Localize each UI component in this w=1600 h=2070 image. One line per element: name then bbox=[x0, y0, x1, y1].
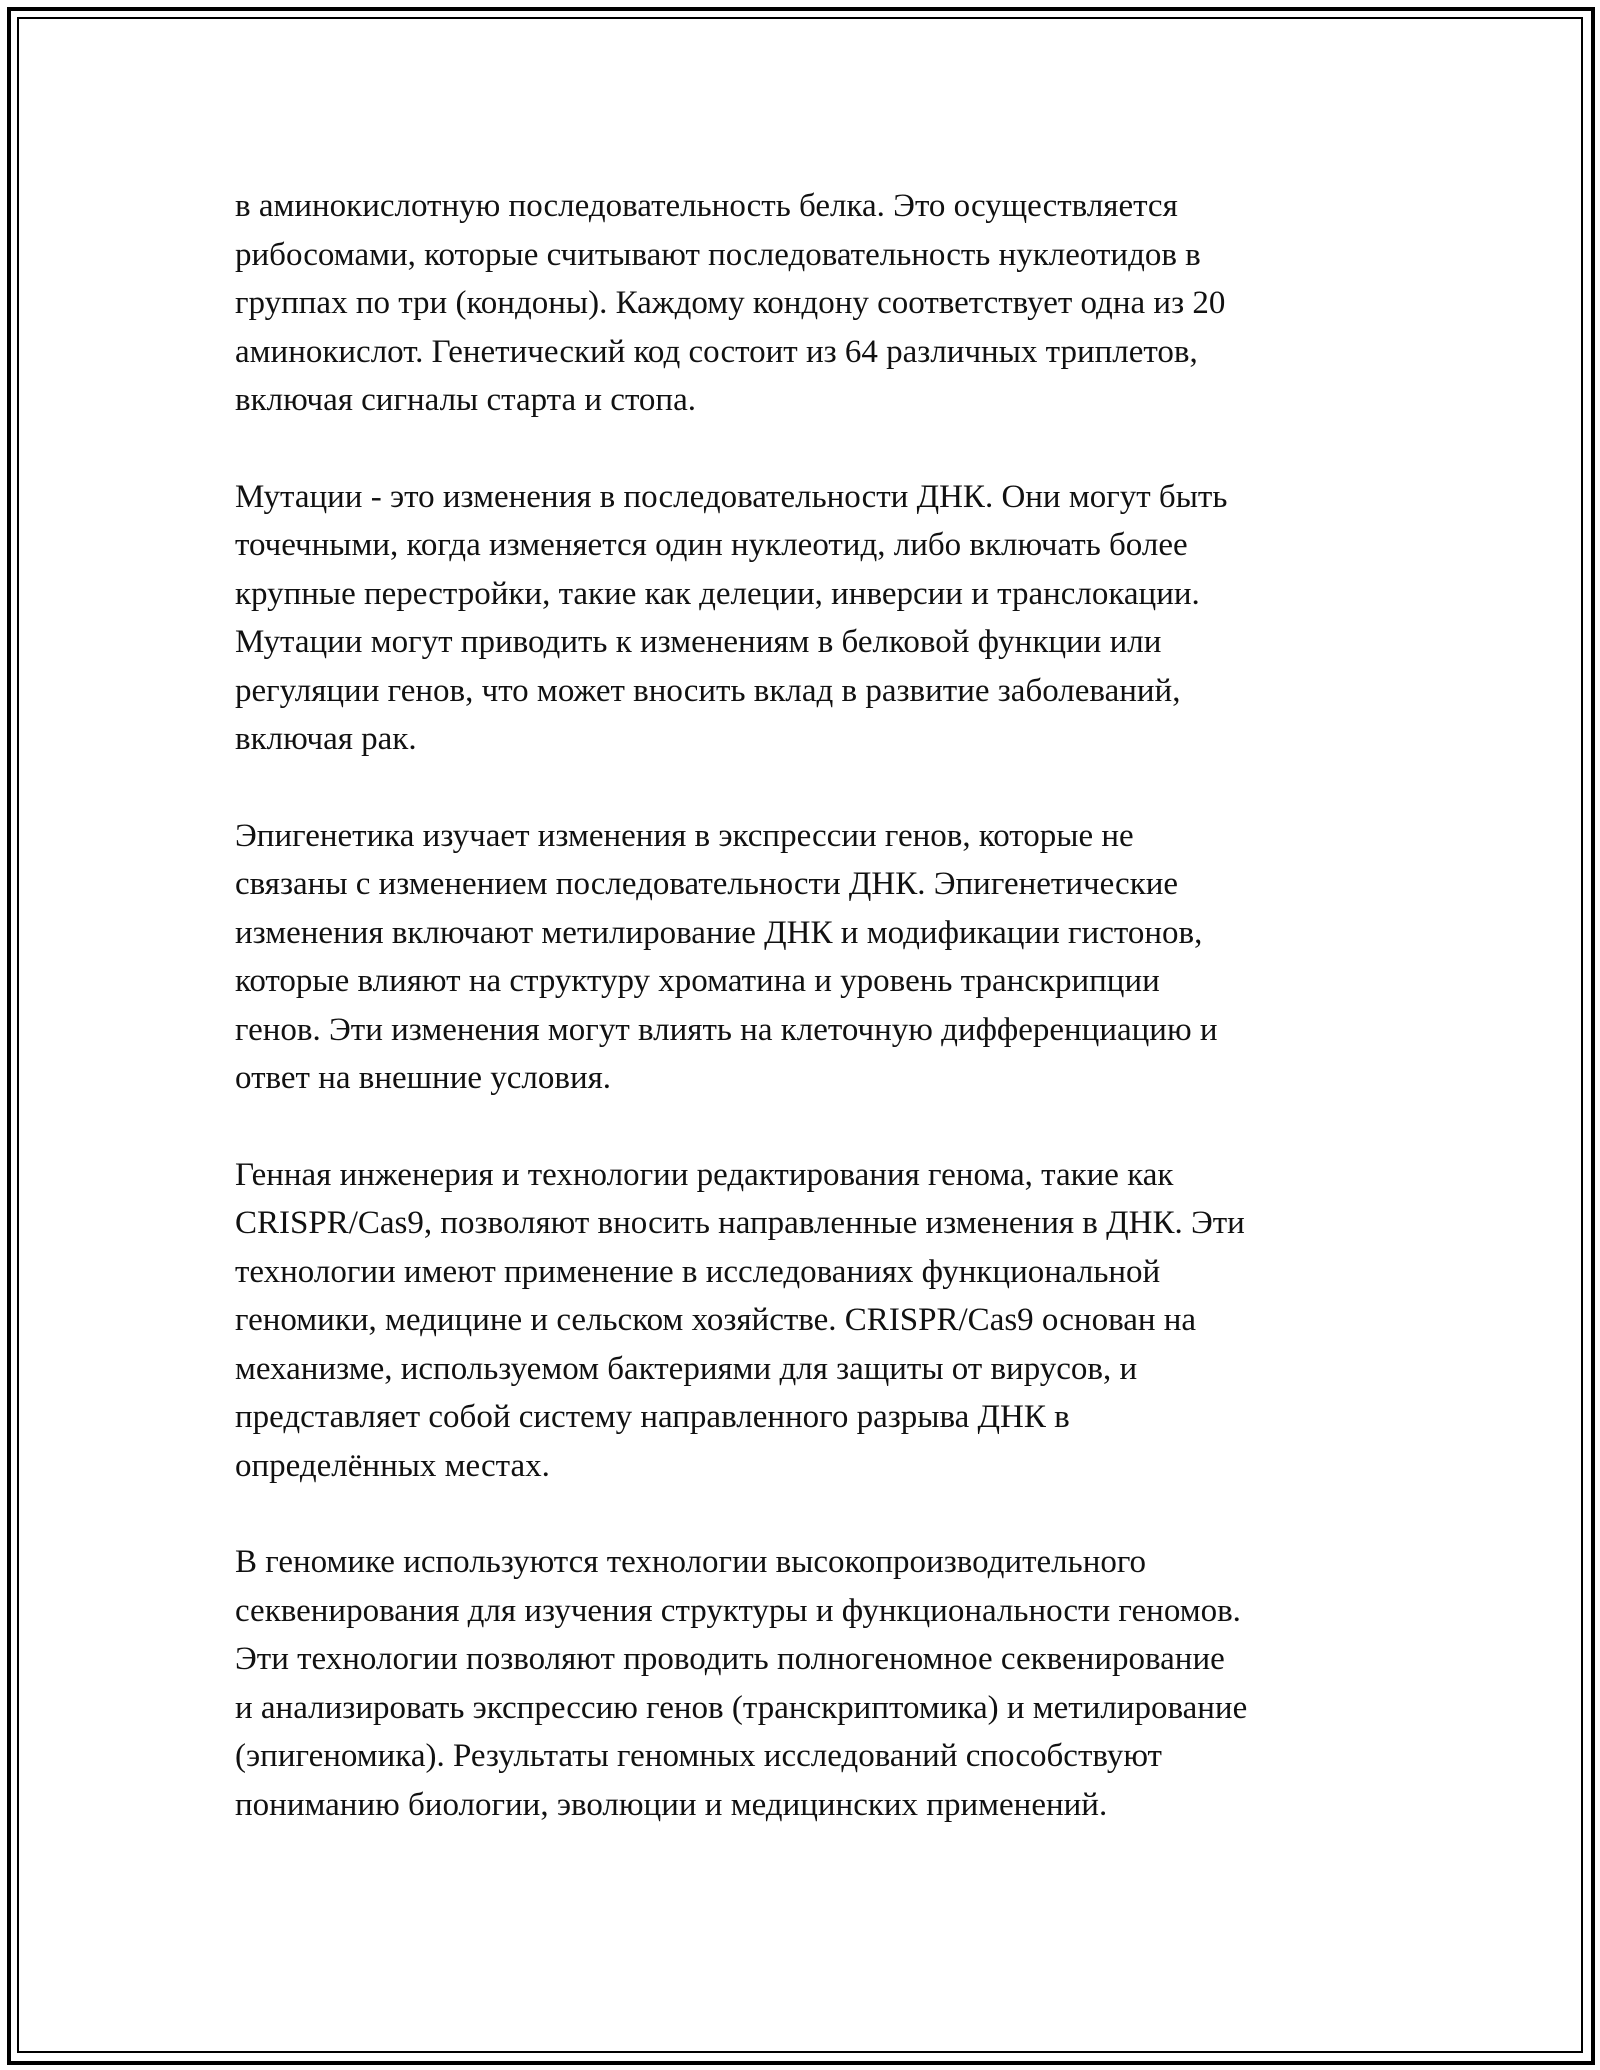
paragraph-genetic-engineering: Генная инженерия и технологии редактирования генома, такие как CRISPR/Cas9, позволяют вносить направленные изменения в ДНК. Эти технологии имеют применение в исследованиях функциональной геномики, медицине и сельском хозяйстве. CRISPR/Cas9 основан на механизме, используемом бактериями для защиты от вирусов, и представляет собой систему направленного разрыва ДНК в определённых местах. bbox=[235, 1156, 1245, 1484]
paragraph-epigenetics: Эпигенетика изучает изменения в экспрессии генов, которые не связаны с изменением последовательности ДНК. Эпигенетические изменения включают метилирование ДНК и модификации гистонов, которые влияют на структуру хроматина и уровень транскрипции генов. Эти изменения могут влиять на клеточную дифференциацию и ответ на внешние условия. bbox=[235, 817, 1218, 1096]
paragraph-genetic-code: в аминокислотную последовательность белка. Это осуществляется рибосомами, которые считывают последовательность нуклеотидов в группах по три (кондоны). Каждому кондону соответствует одна из 20 аминокислот. Генетический код состоит из 64 различных триплетов, включая сигналы старта и стопа. bbox=[235, 188, 1226, 418]
paragraph-genomics: В геномике используются технологии высокопроизводительного секвенирования для изучения структуры и функциональности геномов. Эти технологии позволяют проводить полногеномное секвенирование и анализировать экспрессию генов (транскриптомика) и метилирование (эпигеномика). Результаты геномных исследований способствуют пониманию биологии, эволюции и медицинских применений. bbox=[235, 1544, 1248, 1823]
document-body bbox=[235, 182, 1385, 1829]
paragraph-mutations: Мутации - это изменения в последовательности ДНК. Они могут быть точечными, когда изменяется один нуклеотид, либо включать более крупные перестройки, такие как делеции, инверсии и транслокации. Мутации могут приводить к изменениям в белковой функции или регуляции генов, что может вносить вклад в развитие заболеваний, включая рак. bbox=[235, 478, 1228, 757]
